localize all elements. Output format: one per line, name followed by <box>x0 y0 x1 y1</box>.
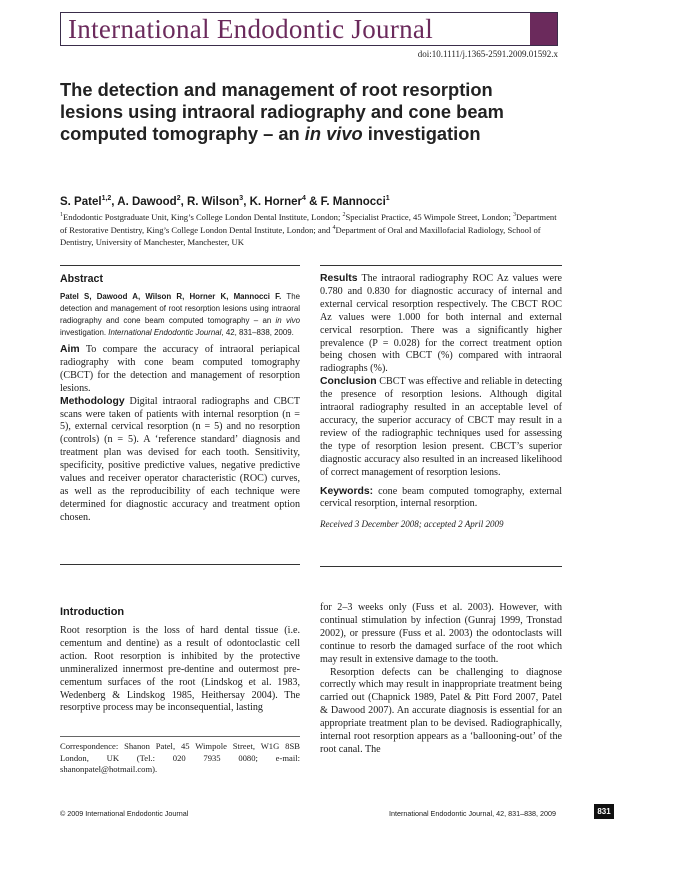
page-number: 831 <box>594 804 614 819</box>
author-list: S. Patel$^{1,2}$, A. Dawood$^2$, R. Wilson$^3$, K. Horner$^4$ & F. Mannocci$^1$ <box>60 195 390 208</box>
abstract-conclusion: Conclusion CBCT was effective and reliable in detecting the presence of resorption lesions. Although digital intraoral radiography resulted in an acceptable level of accuracy, the superior accuracy of CBCT may result in a review of the radiographic techniques used for assessing the type of resorption lesion present. CBCT’s superior diagnostic accuracy also resulted in an increased likelihood of correct management of resorption lesions. <box>320 376 562 478</box>
affiliations: $^1$Endodontic Postgraduate Unit, King’s College London Dental Institute, London; $^2$Specialist Practice, 45 Wimpole Street, London; $^3$Department of Restorative Dentistry, King’s College London Dental Institute, London; and $^4$Department of Oral and Maxillofacial Radiology, School of Dentistry, University of Manchester, Manchester, UK <box>60 211 557 247</box>
abstract-results: Results The intraoral radiography ROC Az values were 0.780 and 0.830 for diagnostic accuracy of internal and external cervical resorption respectively. The CBCT ROC Az values were 1.000 for both internal and external cervical resorption. There was a significantly higher prevalence (P = 0.028) for the correct treatment option being chosen with CBCT (%) compared with intraoral radiographs (%). <box>320 273 562 375</box>
journal-name: International Endodontic Journal <box>68 14 434 44</box>
abstract-methodology: Methodology Digital intraoral radiographs and CBCT scans were taken of patients with internal resorption (n = 5), external cervical resorption (n = 5) and no resorption (controls) (n = 5). A ‘reference standard’ diagnosis and treatment plan was devised for each tooth. Sensitivity, specificity, positive predictive values, negative predictive values and receiver operator characteristic (ROC) curves, as well as the reproducibility of each technique were determined for diagnostic accuracy and treatment option chosen. <box>60 395 300 523</box>
author: S. Patel <box>60 195 102 208</box>
paper-title: The detection and management of root resorption lesions using intraoral radiography and cone beam computed tomography – an in vivo investigation <box>60 79 504 144</box>
introduction-heading: Introduction <box>60 606 125 618</box>
abstract-rule-bottom-left <box>60 564 300 565</box>
abstract-rule-bottom-right <box>320 566 562 567</box>
introduction-paragraph-2: Resorption defects can be challenging to diagnose correctly which may result in inappropriate treatment being carried out (Chapnick 1989, Patel & Pitt Ford 2007, Patel & Dawood 2007). An accurate diagnosis is essential for an appropriate treatment plan to be devised. Radiographically, internal root resorption appears as a ‘ballooning-out’ of the root canal. The <box>320 666 562 755</box>
introduction-right-column <box>320 602 562 757</box>
author: K. Horner <box>249 195 302 208</box>
doi[interactable]: doi:10.1111/j.1365-2591.2009.01592.x <box>417 49 558 59</box>
author: A. Dawood <box>117 195 177 208</box>
abstract-left-column <box>60 273 300 525</box>
abstract-rule-top-left <box>60 265 300 266</box>
footer-journal-ref: International Endodontic Journal, 42, 831–838, 2009 <box>389 809 557 818</box>
introduction-paragraph-1-cont: for 2–3 weeks only (Fuss et al. 2003). However, with continual stimulation by infection (Gunraj 1999, Tronstad 2002), or pressure (Fuss et al. 2003) the odontoclasts will continue to resorb the damaged surface of the root which may result in extensive damage to the tooth. <box>320 602 562 665</box>
author: F. Mannocci <box>320 195 386 208</box>
abstract-heading: Abstract <box>60 273 103 285</box>
introduction-paragraph-1: Root resorption is the loss of hard dental tissue (i.e. cementum and dentine) as a result of odontoclastic cell action. Root resorption is inhibited by the protective unmineralized innermost pre-dentine and outermost pre-cementum surfaces of the root (Lindskog et al. 1983, Wedenberg & Lindskog 1985, Heithersay 2004). The resorptive process may be inconsequential, lasting <box>60 625 300 714</box>
correspondence-rule <box>60 736 300 737</box>
footer-copyright: © 2009 International Endodontic Journal <box>60 809 189 818</box>
journal-logo-block <box>530 13 557 45</box>
correspondence: Correspondence: Shanon Patel, 45 Wimpole Street, W1G 8SB London, UK (Tel.: 020 7935 0080; e-mail: shanonpatel@hotmail.com). <box>60 741 300 774</box>
abstract-citation: Patel S, Dawood A, Wilson R, Horner K, Mannocci F. The detection and management of root resorption lesions using intraoral radiography and cone beam computed tomography – an in vivo investigation. International Endodontic Journal, 42, 831–838, 2009. <box>60 292 300 337</box>
abstract-right-column <box>320 273 562 530</box>
abstract-aim: Aim To compare the accuracy of intraoral periapical radiography with cone beam computed tomography (CBCT) for the detection and management of resorption lesions. <box>60 344 300 394</box>
abstract-keywords: Keywords: cone beam computed tomography, external cervical resorption, internal resorption. <box>320 485 562 510</box>
received-dates: Received 3 December 2008; accepted 2 April 2009 <box>320 519 504 530</box>
introduction-left-column <box>60 606 300 715</box>
author: R. Wilson <box>186 195 240 208</box>
abstract-rule-top-right <box>320 265 562 266</box>
